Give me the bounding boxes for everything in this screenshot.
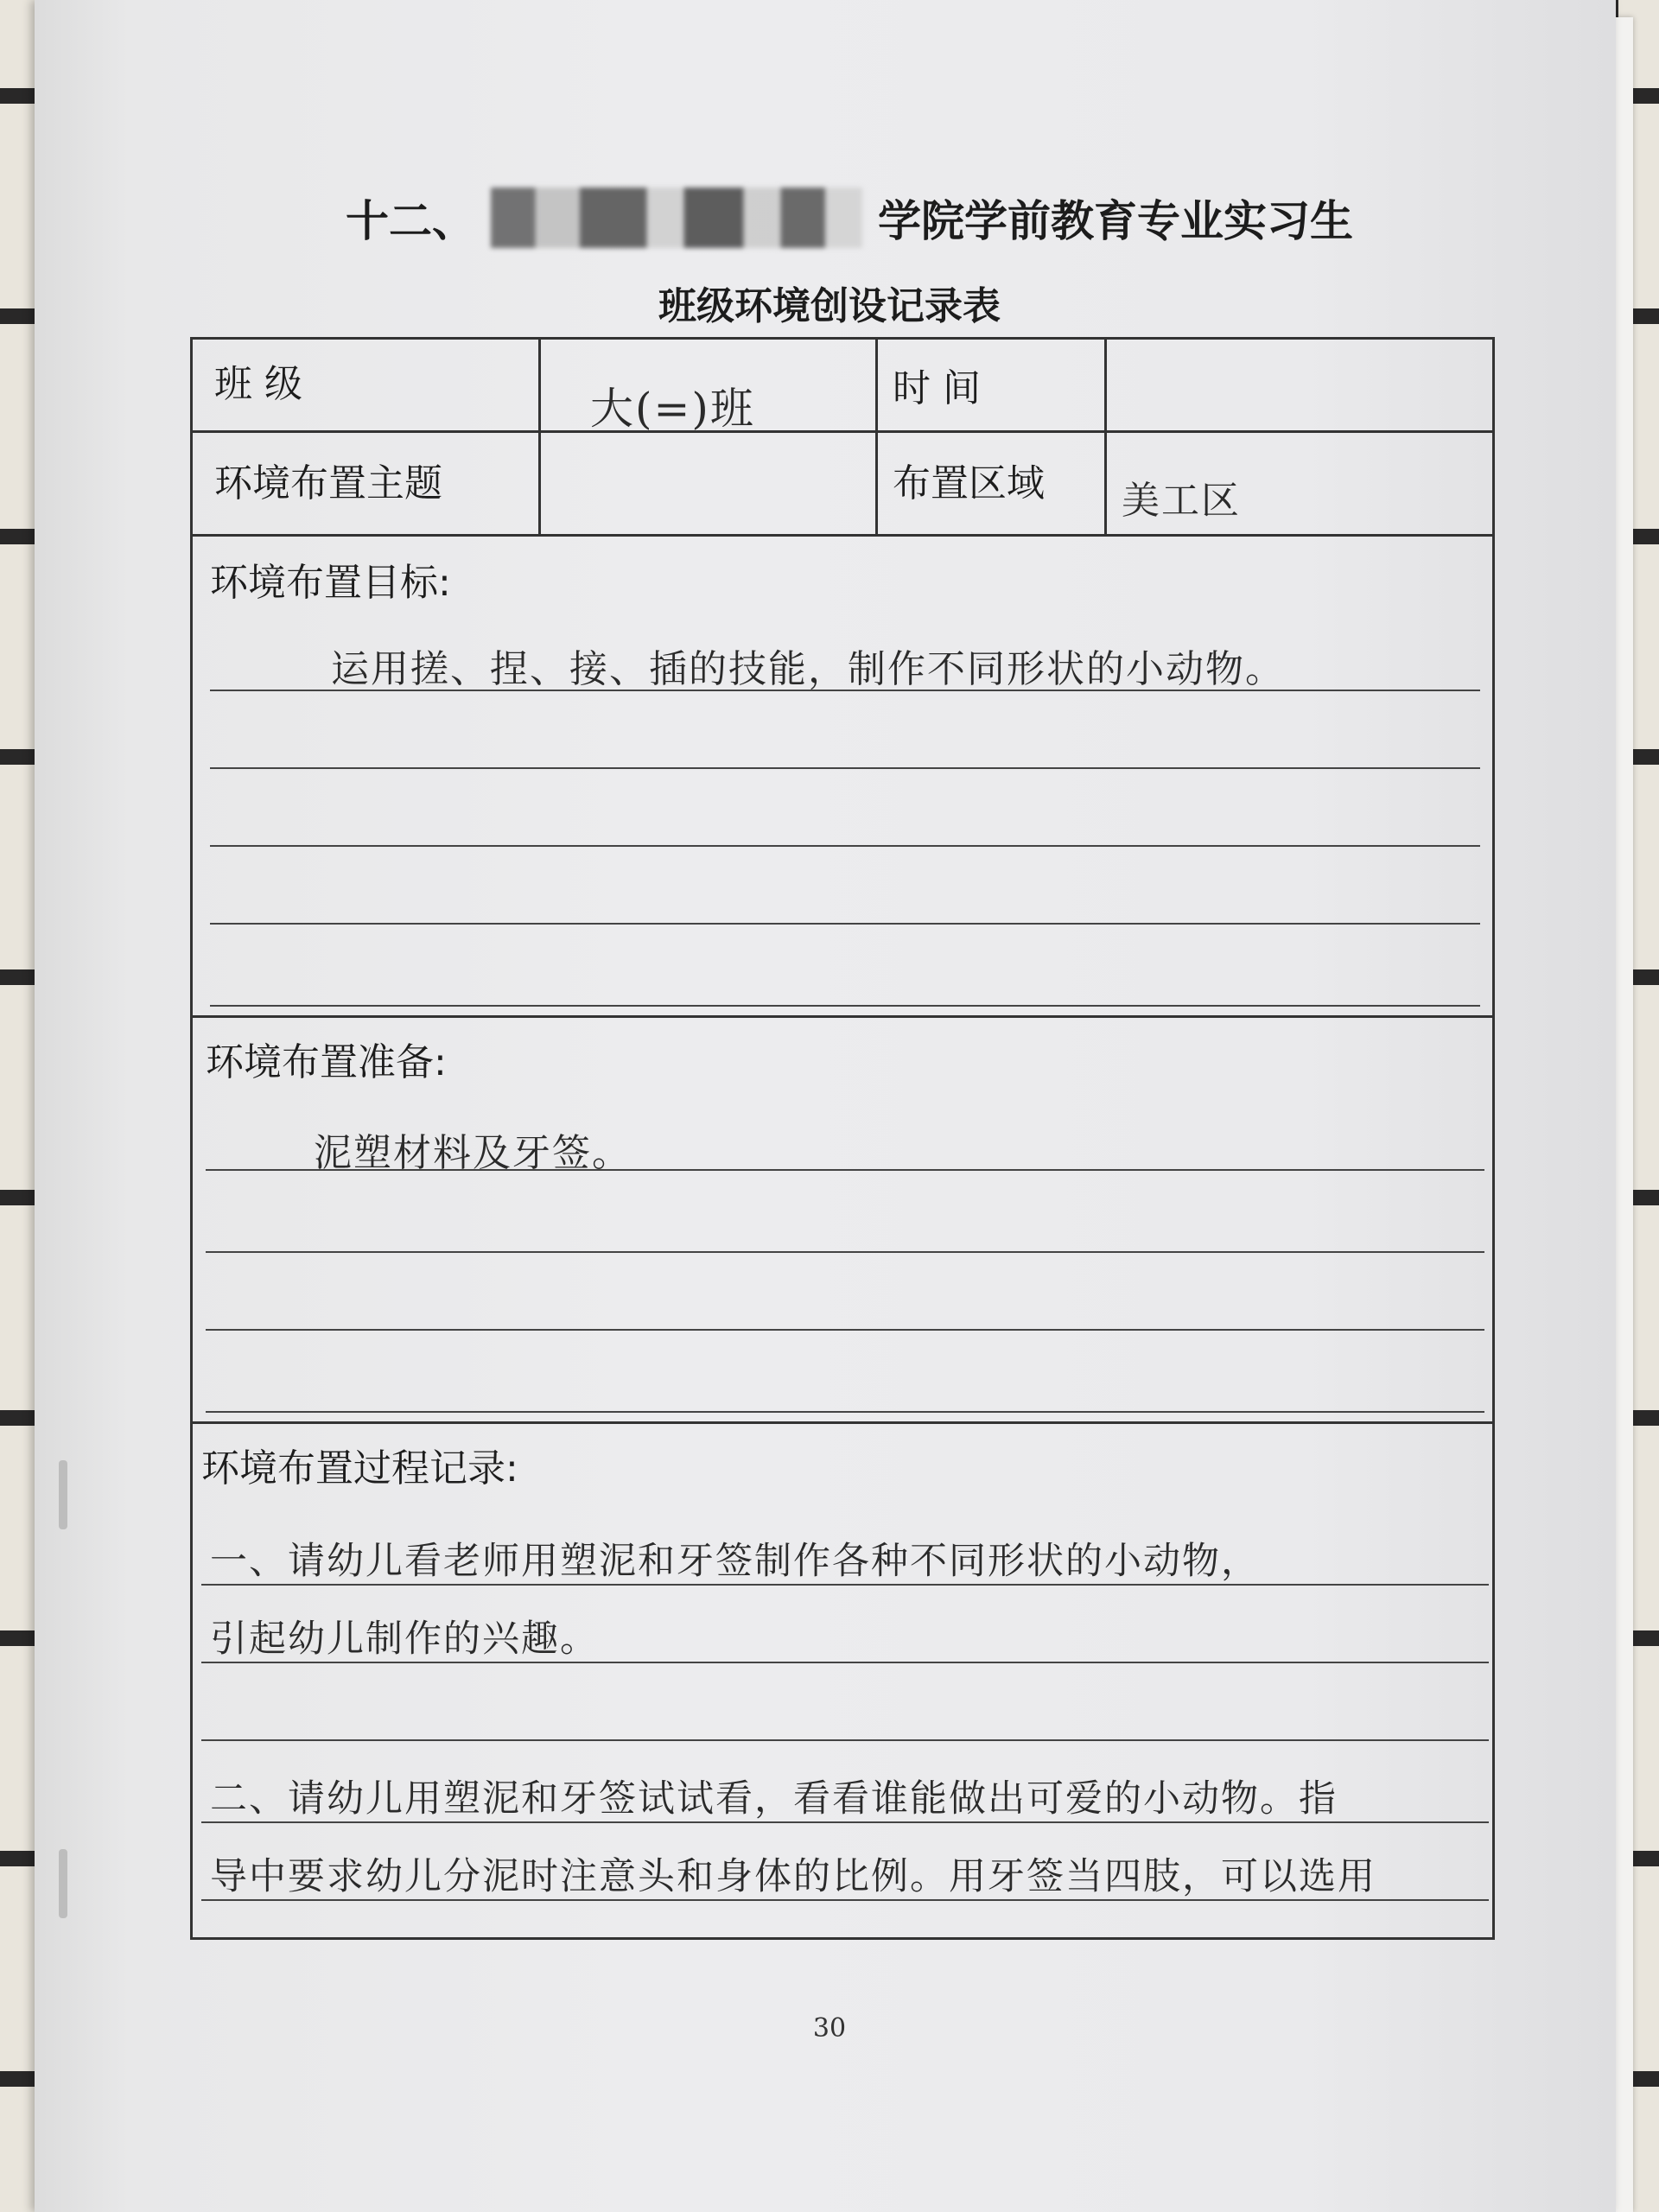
writing-line — [201, 1662, 1489, 1663]
writing-line — [201, 1821, 1489, 1823]
writing-line — [201, 1584, 1489, 1586]
class-value: 大(=)班 — [590, 384, 755, 434]
prep-text: 泥塑材料及牙签。 — [314, 1131, 632, 1175]
process-label: 环境布置过程记录: — [201, 1446, 518, 1491]
writing-line — [206, 1329, 1484, 1331]
document-heading — [346, 183, 1353, 252]
area-label: 布置区域 — [893, 461, 1045, 505]
col-divider — [538, 340, 541, 534]
writing-line — [210, 690, 1480, 691]
time-label: 时 间 — [893, 366, 981, 410]
row-divider — [193, 430, 1492, 433]
process-line-1: 一、请幼儿看老师用塑泥和牙签制作各种不同形状的小动物， — [210, 1540, 1260, 1583]
goal-text: 运用搓、捏、接、插的技能，制作不同形状的小动物。 — [331, 647, 1285, 691]
col-divider — [875, 340, 878, 534]
binding-hole — [59, 1460, 67, 1529]
writing-line — [206, 1411, 1484, 1413]
binding-hole — [59, 1849, 67, 1918]
goal-label: 环境布置目标: — [210, 561, 451, 605]
redacted-institution-name — [491, 188, 862, 248]
page-number: 30 — [812, 2013, 847, 2044]
area-value: 美工区 — [1122, 479, 1241, 523]
prep-label: 环境布置准备: — [206, 1040, 447, 1084]
heading-prefix: 十二、 — [346, 196, 475, 246]
row-divider — [193, 534, 1492, 537]
writing-line — [210, 1005, 1480, 1007]
writing-line — [206, 1169, 1484, 1171]
theme-label: 环境布置主题 — [214, 461, 442, 505]
writing-line — [210, 767, 1480, 769]
writing-line — [210, 845, 1480, 847]
writing-line — [206, 1251, 1484, 1253]
col-divider — [1104, 340, 1107, 534]
form-title: 班级环境创设记录表 — [658, 284, 1001, 328]
writing-line — [210, 923, 1480, 925]
heading-suffix: 学院学前教育专业实习生 — [878, 196, 1353, 246]
section-divider — [193, 1421, 1492, 1424]
process-line-4: 导中要求幼儿分泥时注意头和身体的比例。用牙签当四肢，可以选用 — [210, 1855, 1376, 1898]
writing-line — [201, 1899, 1489, 1901]
class-label: 班 级 — [214, 362, 302, 406]
section-divider — [193, 1015, 1492, 1018]
writing-line — [201, 1739, 1489, 1741]
process-line-2: 引起幼儿制作的兴趣。 — [210, 1618, 599, 1661]
record-form — [190, 337, 1495, 1940]
process-line-3: 二、请幼儿用塑泥和牙签试试看，看看谁能做出可爱的小动物。指 — [210, 1777, 1338, 1821]
